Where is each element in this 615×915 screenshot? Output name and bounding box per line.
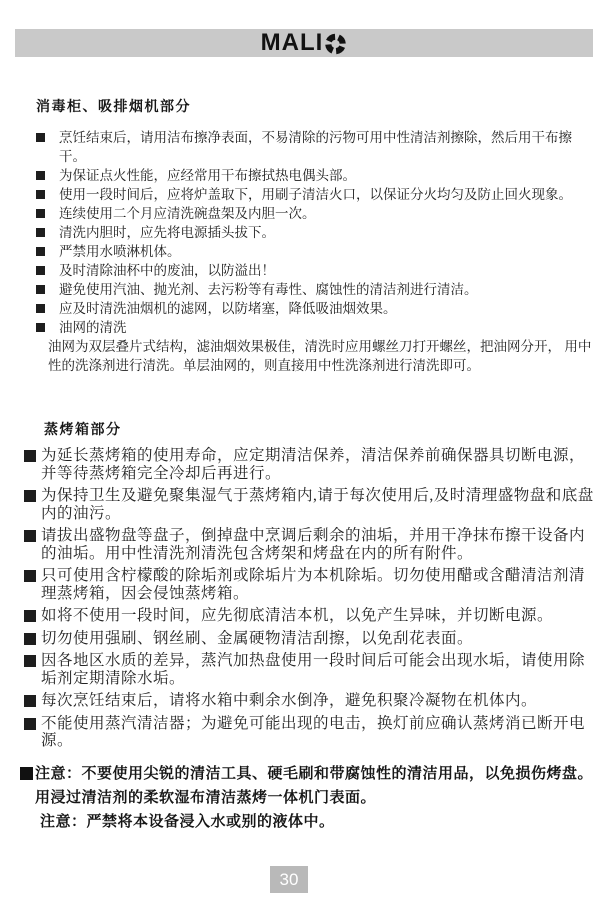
- bullet-square-icon: [36, 247, 45, 256]
- page-number-badge: 30: [270, 866, 308, 893]
- bullet-square-icon: [36, 323, 45, 332]
- bullet-square-icon: [36, 285, 45, 294]
- list-item-text: 每次烹饪结束后，请将水箱中剩余水倒净，避免积聚冷凝物在机体内。: [41, 692, 538, 709]
- bullet-square-icon: [24, 695, 36, 707]
- list-item-text: 为保证点火性能，应经常用干布擦拭热电偶头部。: [59, 168, 356, 183]
- segmented-ring-o-icon: [324, 32, 347, 55]
- section1-title: 消毒柜、吸排烟机部分: [36, 98, 191, 114]
- caution-note-1: [22, 762, 594, 809]
- list-item: [36, 242, 595, 261]
- list-item-text: 因各地区水质的差异，蒸汽加热盘使用一段时间后可能会出现水垢，请使用除垢剂定期清除水垢。: [41, 652, 586, 687]
- bullet-square-icon: [24, 718, 36, 730]
- list-item-text: 避免使用汽油、抛光剂、去污粉等有毒性、腐蚀性的清洁剂进行清洁。: [59, 282, 478, 297]
- section-disinfection-hood: [36, 96, 595, 375]
- caution-note-1-text: 注意：不要使用尖锐的清洁工具、硬毛刷和带腐蚀性的清洁用品，以免损伤烤盘。用浸过清洁剂的柔软湿布清洁蒸烤一体机门表面。: [35, 765, 594, 806]
- bullet-square-icon: [24, 633, 36, 645]
- bullet-square-icon: [24, 610, 36, 622]
- list-item-text: 烹饪结束后，请用洁布擦净表面，不易清除的污物可用中性清洁剂擦除，然后用干布擦干。: [59, 130, 572, 164]
- oil-net-detail-paragraph: 油网为双层叠片式结构，滤油烟效果极佳，清洗时应用螺丝刀打开螺丝，把油网分开， 用中性的洗涤剂进行清洗。单层油网的，则直接用中性洗涤剂进行清洗即可。: [48, 339, 592, 373]
- list-item-text: 严禁用水喷淋机体。: [59, 244, 181, 259]
- caution-note-2: 注意：严禁将本设备浸入水或别的液体中。: [40, 813, 335, 830]
- bullet-square-icon: [36, 266, 45, 275]
- list-item: [36, 223, 595, 242]
- list-item-text: 为延长蒸烤箱的使用寿命，应定期清洁保养，清洁保养前确保器具切断电源，并等待蒸烤箱完全冷却后再进行。: [41, 447, 586, 482]
- list-item-text: 只可使用含柠檬酸的除垢剂或除垢片为本机除垢。切勿使用醋或含醋清洁剂清理蒸烤箱，因会侵蚀蒸烤箱。: [41, 567, 586, 602]
- list-item-text: 油网的清洗: [59, 320, 127, 335]
- section2-title: 蒸烤箱部分: [44, 421, 122, 437]
- brand-header-bar: [15, 29, 593, 57]
- list-item: [36, 166, 595, 185]
- brand-logo-text: MALI: [260, 29, 324, 56]
- bullet-square-icon: [24, 570, 36, 582]
- list-item: [24, 607, 598, 625]
- list-item: [36, 204, 595, 223]
- bullet-square-icon: [20, 767, 33, 780]
- bullet-square-icon: [36, 304, 45, 313]
- list-item: [24, 567, 598, 602]
- list-item: [24, 527, 598, 562]
- bullet-square-icon: [24, 530, 36, 542]
- list-item: [36, 299, 595, 318]
- list-item-text: 不能使用蒸汽清洁器；为避免可能出现的电击，换灯前应确认蒸烤消已断开电源。: [41, 714, 586, 749]
- brand-logo: [261, 31, 348, 55]
- list-item-text: 如将不使用一段时间，应先彻底清洁本机，以免产生异味，并切断电源。: [41, 607, 554, 624]
- section-steam-oven: [24, 419, 598, 755]
- list-item: [24, 715, 598, 750]
- list-item: [24, 652, 598, 687]
- list-item-text: 切勿使用强刷、钢丝刷、金属硬物清洁刮擦，以免刮花表面。: [41, 629, 474, 647]
- bullet-square-icon: [36, 133, 45, 142]
- list-item-text: 使用一段时间后，应将炉盖取下，用刷子清洁火口，以保证分火均匀及防止回火现象。: [59, 187, 572, 202]
- list-item: [36, 261, 595, 280]
- caution-notes: [22, 762, 594, 834]
- bullet-square-icon: [24, 490, 36, 502]
- list-item: [36, 128, 595, 166]
- list-item: [24, 692, 598, 710]
- bullet-square-icon: [36, 190, 45, 199]
- bullet-square-icon: [24, 655, 36, 667]
- section1-bullet-list: [36, 128, 595, 337]
- section2-bullet-list: [24, 447, 598, 750]
- list-item: [24, 487, 598, 522]
- bullet-square-icon: [24, 450, 36, 462]
- bullet-square-icon: [36, 228, 45, 237]
- list-item: [36, 185, 595, 204]
- bullet-square-icon: [36, 209, 45, 218]
- list-item: [36, 318, 595, 337]
- list-item: [24, 630, 598, 648]
- list-item-text: 清洗内胆时，应先将电源插头拔下。: [59, 225, 275, 240]
- list-item: [36, 280, 595, 299]
- list-item-text: 连续使用二个月应清洗碗盘架及内胆一次。: [59, 206, 316, 221]
- bullet-square-icon: [36, 171, 45, 180]
- list-item-text: 请拔出盛物盘等盘子，倒掉盘中烹调后剩余的油垢，并用干净抹布擦干设备内的油垢。用中性清洗剂清洗包含烤架和烤盘在内的所有附件。: [41, 527, 586, 562]
- list-item-text: 及时清除油杯中的废油，以防溢出！: [59, 263, 275, 278]
- list-item-text: 应及时清洗油烟机的滤网，以防堵塞，降低吸油烟效果。: [59, 301, 397, 316]
- list-item-text: 为保持卫生及避免聚集湿气于蒸烤箱内,请于每次使用后,及时清理盛物盘和底盘内的油污。: [41, 487, 594, 522]
- list-item: [24, 447, 598, 482]
